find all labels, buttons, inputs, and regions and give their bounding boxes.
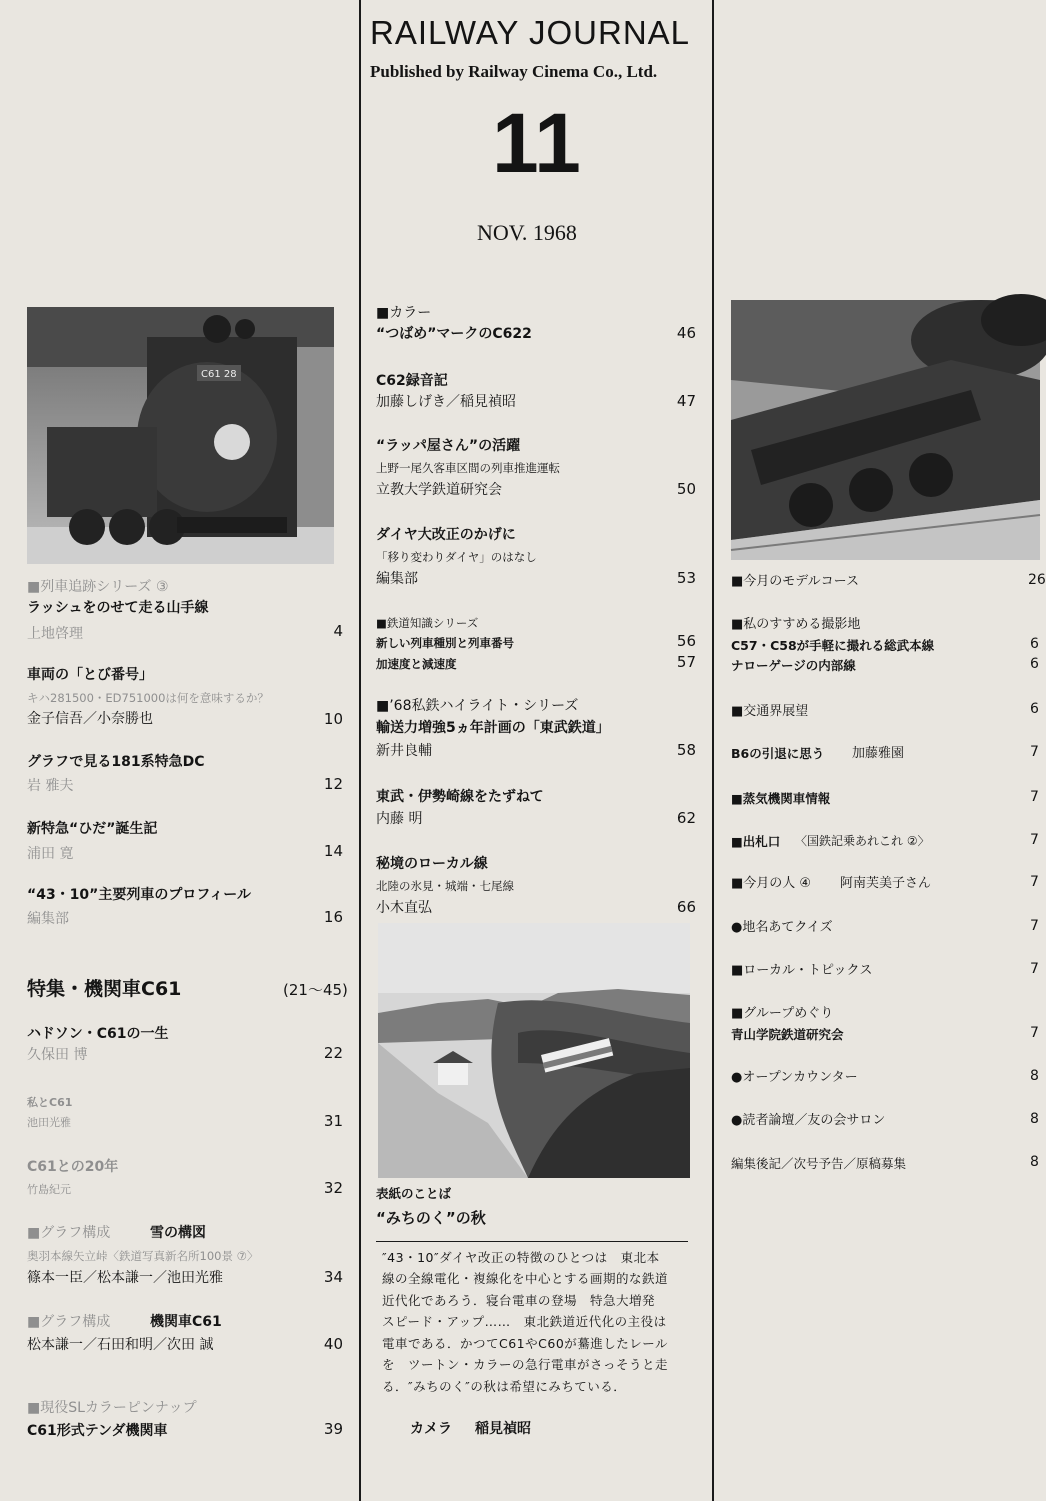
section-title[interactable]: 雪の構図 xyxy=(150,1225,206,1241)
steam-locomotive-photo xyxy=(731,300,1040,560)
section-label: ■鉄道知識シリーズ xyxy=(376,616,479,630)
cover-text-line: ″43・10″ダイヤ改正の特徴のひとつは 東北本 xyxy=(382,1250,660,1265)
entry-page: 8 xyxy=(1030,1068,1039,1084)
entry-page: 10 xyxy=(323,710,343,728)
entry-title[interactable]: 編集後記／次号予告／原稿募集 xyxy=(731,1156,907,1171)
entry-title[interactable]: 新しい列車種別と列車番号 xyxy=(376,636,514,650)
entry-author: 篠本一臣／松本謙一／池田光雅 xyxy=(27,1270,223,1286)
cover-text-line: る．″みちのく″の秋は希望にみちている． xyxy=(382,1379,627,1394)
entry-author: 金子信吾／小奈勝也 xyxy=(27,711,153,727)
entry-subtitle: 北陸の氷見・城端・七尾線 xyxy=(376,879,514,893)
section-label: ■グラフ構成 xyxy=(27,1314,111,1330)
cover-label: 表紙のことば xyxy=(376,1186,452,1201)
entry-title[interactable]: ■ローカル・トピックス xyxy=(731,963,873,978)
entry-page: 56 xyxy=(676,632,696,650)
entry-title[interactable]: ■交通界展望 xyxy=(731,704,809,719)
entry-page: 8 xyxy=(1030,1154,1039,1170)
entry-page: 39 xyxy=(323,1420,343,1438)
entry-author: 新井良輔 xyxy=(376,743,432,759)
entry-title[interactable]: ■出札口 xyxy=(731,834,781,849)
entry-title[interactable]: ●オープンカウンター xyxy=(731,1070,858,1085)
entry-author: 加藤しげき／稲見禎昭 xyxy=(376,394,516,410)
section-label: ■カラー xyxy=(376,305,432,321)
entry-page: 62 xyxy=(676,809,696,827)
entry-page: 66 xyxy=(676,898,696,916)
issue-number: 11 xyxy=(492,96,581,190)
entry-title[interactable]: ナローゲージの内部線 xyxy=(731,658,856,673)
entry-author: 久保田 博 xyxy=(27,1047,88,1063)
entry-page: 7 xyxy=(1030,1025,1039,1041)
entry-title[interactable]: ■蒸気機関車情報 xyxy=(731,791,831,806)
section-label: ■現役SLカラーピンナップ xyxy=(27,1400,197,1416)
left-divider xyxy=(359,0,361,1501)
entry-title[interactable]: ■今月の人 ④ xyxy=(731,876,812,891)
section-title[interactable]: 機関車C61 xyxy=(150,1314,222,1330)
entry-page: 14 xyxy=(323,842,343,860)
entry-title[interactable]: “つばめ”マークのC622 xyxy=(376,326,532,342)
entry-title[interactable]: C62録音記 xyxy=(376,373,448,389)
entry-page: 31 xyxy=(323,1112,343,1130)
entry-page: 4 xyxy=(333,622,343,640)
entry-title[interactable]: ●地名あてクイズ xyxy=(731,920,833,935)
entry-title[interactable]: 新特急“ひだ”誕生記 xyxy=(27,821,158,837)
entry-title[interactable]: 私とC61 xyxy=(27,1096,73,1109)
entry-page: 6 xyxy=(1030,636,1039,652)
entry-title[interactable]: C57・C58が手軽に撮れる総武本線 xyxy=(731,638,935,653)
entry-subtitle: 奥羽本線矢立峠〈鉄道写真新名所100景 ⑦〉 xyxy=(27,1249,259,1263)
entry-author: 編集部 xyxy=(376,571,418,587)
entry-title[interactable]: ラッシュをのせて走る山手線 xyxy=(27,600,209,616)
entry-title[interactable]: 秘境のローカル線 xyxy=(376,856,488,872)
entry-title[interactable]: C61形式テンダ機関車 xyxy=(27,1423,168,1439)
entry-title[interactable]: C61との20年 xyxy=(27,1159,119,1175)
entry-author: 立教大学鉄道研究会 xyxy=(376,482,502,498)
entry-page: 8 xyxy=(1030,1111,1039,1127)
entry-title[interactable]: 輸送力増強5ヵ年計画の「東武鉄道」 xyxy=(376,720,610,736)
entry-page: 16 xyxy=(323,908,343,926)
magazine-title: RAILWAY JOURNAL xyxy=(370,14,691,51)
entry-author: 竹島紀元 xyxy=(27,1183,71,1196)
entry-page: 50 xyxy=(676,480,696,498)
cover-rule xyxy=(376,1241,688,1242)
cover-text-line: スピード・アップ…… 東北鉄道近代化の主役は xyxy=(382,1314,667,1329)
camera-credit: 稲見禎昭 xyxy=(475,1421,531,1437)
entry-subtitle: 「移り変わりダイヤ」のはなし xyxy=(376,550,537,564)
entry-page: 40 xyxy=(323,1335,343,1353)
section-label: ■列車追跡シリーズ ③ xyxy=(27,579,169,595)
entry-title[interactable]: 車両の「とび番号」 xyxy=(27,667,153,683)
camera-label: カメラ xyxy=(410,1421,452,1437)
entry-page: 7 xyxy=(1030,832,1039,848)
entry-author: 小木直弘 xyxy=(376,900,432,916)
entry-page: 57 xyxy=(676,653,696,671)
entry-page: 6 xyxy=(1030,656,1039,672)
issue-month-year: NOV. 1968 xyxy=(477,220,577,245)
section-label: ■私のすすめる撮影地 xyxy=(731,617,861,632)
entry-title[interactable]: ハドソン・C61の一生 xyxy=(27,1026,169,1042)
entry-author: 浦田 寛 xyxy=(27,846,74,862)
locomotive-number-plate: C61 28 xyxy=(201,369,237,380)
entry-subtitle: キハ281500・ED751000は何を意味するか？ xyxy=(27,691,269,705)
entry-page: 7 xyxy=(1030,789,1039,805)
cover-title: “みちのく”の秋 xyxy=(376,1209,486,1227)
locomotive-photo xyxy=(27,307,334,564)
entry-page: 53 xyxy=(676,569,696,587)
right-divider xyxy=(712,0,714,1501)
entry-page: 6 xyxy=(1030,701,1039,717)
entry-author: 阿南芙美子さん xyxy=(840,876,932,891)
entry-title[interactable]: グラフで見る181系特急DC xyxy=(27,754,205,770)
entry-author: 加藤雅園 xyxy=(852,746,905,761)
section-label: ■’68私鉄ハイライト・シリーズ xyxy=(376,698,579,714)
entry-author: 池田光雅 xyxy=(27,1116,71,1129)
entry-title[interactable]: B6の引退に思う xyxy=(731,746,825,761)
feature-pages: (21～45) xyxy=(283,981,348,999)
entry-author: 内藤 明 xyxy=(376,811,423,827)
entry-author: 編集部 xyxy=(27,911,69,927)
cover-text-line: 電車である．かつてC61やC60が驀進したレール xyxy=(382,1336,669,1351)
section-label: ■グラフ構成 xyxy=(27,1225,111,1241)
entry-page: 7 xyxy=(1030,874,1039,890)
entry-page: 7 xyxy=(1030,918,1039,934)
entry-page: 58 xyxy=(676,741,696,759)
entry-page: 22 xyxy=(323,1044,343,1062)
entry-author: 松本謙一／石田和明／次田 誠 xyxy=(27,1337,214,1353)
entry-page: 46 xyxy=(676,324,696,342)
entry-subtitle: 〈国鉄記乗あれこれ ②〉 xyxy=(795,834,930,848)
entry-title[interactable]: 東武・伊勢崎線をたずねて xyxy=(376,789,544,805)
feature-title[interactable]: 特集・機関車C61 xyxy=(27,978,182,1000)
cover-text-line: 線の全線電化・複線化を中心とする画期的な鉄道 xyxy=(382,1271,669,1286)
entry-title[interactable]: ■今月のモデルコース xyxy=(731,574,859,589)
entry-page: 7 xyxy=(1030,744,1039,760)
entry-page: 7 xyxy=(1030,961,1039,977)
cover-photo xyxy=(378,923,690,1178)
entry-title[interactable]: “43・10”主要列車のプロフィール xyxy=(27,887,251,903)
entry-page: 47 xyxy=(676,392,696,410)
entry-page: 26 xyxy=(1028,572,1046,588)
entry-author: 岩 雅夫 xyxy=(27,778,74,794)
cover-text-line: 近代化であろう．寝台電車の登場 特急大増発 xyxy=(382,1293,656,1308)
entry-page: 32 xyxy=(323,1179,343,1197)
entry-page: 12 xyxy=(323,775,343,793)
section-label: ■グループめぐり xyxy=(731,1006,834,1021)
entry-author: 上地啓理 xyxy=(27,626,83,642)
publisher-line: Published by Railway Cinema Co., Ltd. xyxy=(370,62,658,81)
entry-page: 34 xyxy=(323,1268,343,1286)
entry-title[interactable]: 青山学院鉄道研究会 xyxy=(731,1027,844,1042)
entry-title[interactable]: 加速度と減速度 xyxy=(376,657,457,671)
cover-text-line: を ツートン・カラーの急行電車がさっそうと走 xyxy=(382,1357,669,1372)
entry-title[interactable]: ●読者論壇／友の会サロン xyxy=(731,1113,886,1128)
entry-subtitle: 上野一尾久客車区間の列車推進運転 xyxy=(376,461,560,475)
entry-title[interactable]: ダイヤ大改正のかげに xyxy=(376,527,516,543)
entry-title[interactable]: “ラッパ屋さん”の活躍 xyxy=(376,438,521,454)
